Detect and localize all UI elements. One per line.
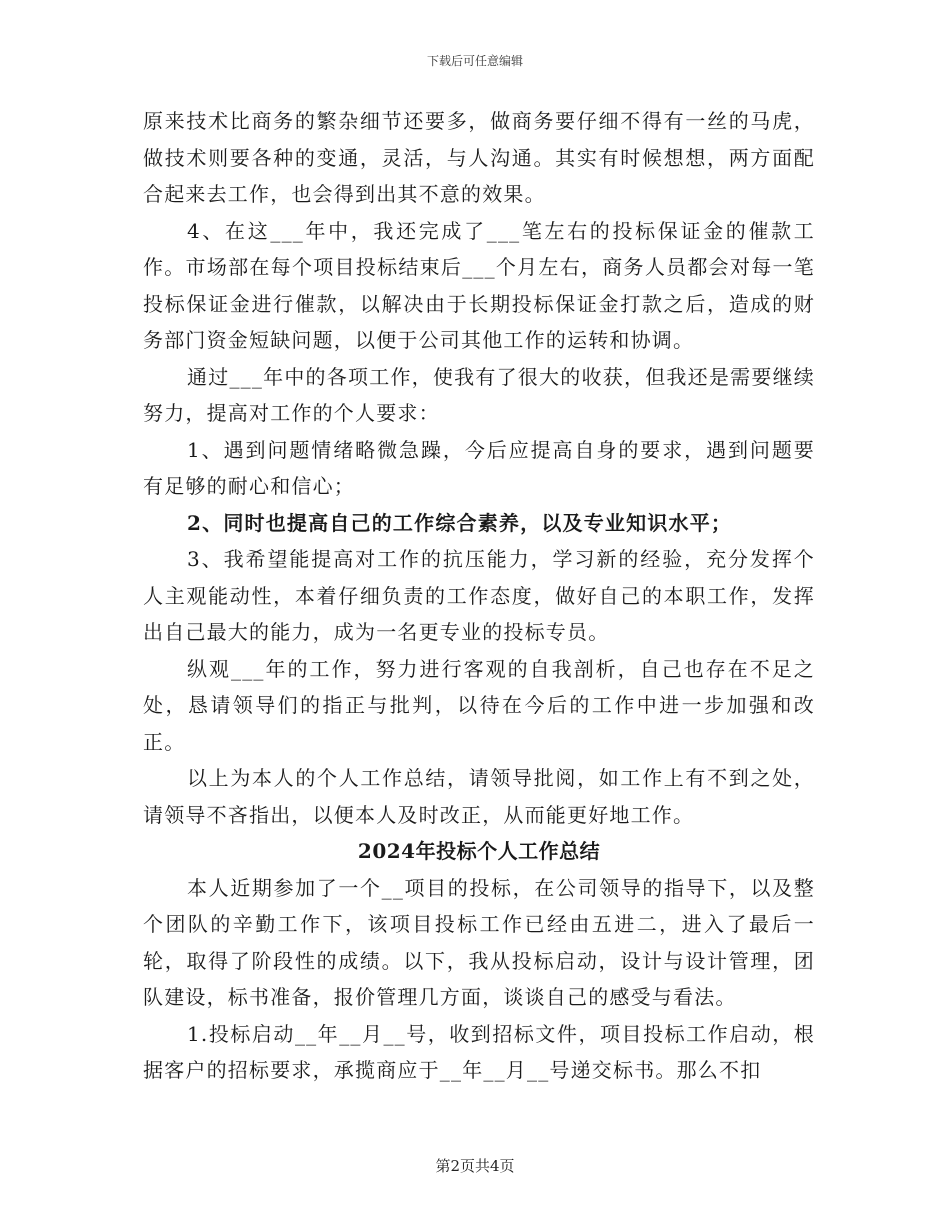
paragraph-bold: 2、同时也提高自己的工作综合素养，以及专业知识水平； bbox=[187, 510, 733, 535]
paragraph: 通过___年中的各项工作，使我有了很大的收获，但我还是需要继续努力，提高对工作的个人要求： bbox=[143, 364, 815, 425]
page-header-note: 下载后可任意编辑 bbox=[426, 54, 523, 68]
paragraph: 4、在这___年中，我还完成了___笔左右的投标保证金的催款工作。市场部在每个项目投标结束后___个月左右，商务人员都会对每一笔投标保证金进行催款，以解决由于长期投标保证金打款之后，造成的财务部门资金短缺问题，以便于公司其他工作的运转和协调。 bbox=[143, 218, 815, 352]
paragraph: 3、我希望能提高对工作的抗压能力，学习新的经验，充分发挥个人主观能动性，本着仔细负责的工作态度，做好自己的本职工作，发挥出自己最大的能力，成为一名更专业的投标专员。 bbox=[143, 547, 815, 644]
paragraph: 原来技术比商务的繁杂细节还要多，做商务要仔细不得有一丝的马虎，做技术则要各种的变通，灵活，与人沟通。其实有时候想想，两方面配合起来去工作，也会得到出其不意的效果。 bbox=[143, 109, 815, 206]
section-title: 2024年投标个人工作总结 bbox=[357, 839, 601, 863]
paragraph: 1.投标启动__年__月__号，收到招标文件，项目投标工作启动，根据客户的招标要求，承揽商应于__年__月__号递交标书。那么不扣 bbox=[143, 1021, 815, 1082]
paragraph: 本人近期参加了一个__项目的投标，在公司领导的指导下，以及整个团队的辛勤工作下，该项目投标工作已经由五进二，进入了最后一轮，取得了阶段性的成绩。以下，我从投标启动，设计与设计管理，团队建设，标书准备，报价管理几方面，谈谈自己的感受与看法。 bbox=[143, 875, 815, 1009]
paragraph: 以上为本人的个人工作总结，请领导批阅，如工作上有不到之处，请领导不吝指出，以便本人及时改正，从而能更好地工作。 bbox=[143, 766, 815, 827]
document-body bbox=[143, 103, 815, 1089]
paragraph: 纵观___年的工作，努力进行客观的自我剖析，自己也存在不足之处，恳请领导们的指正与批判，以待在今后的工作中进一步加强和改正。 bbox=[143, 656, 815, 754]
paragraph: 1、遇到问题情绪略微急躁，今后应提高自身的要求，遇到问题要有足够的耐心和信心； bbox=[143, 437, 815, 498]
page-number: 第2页共4页 bbox=[435, 1157, 515, 1175]
